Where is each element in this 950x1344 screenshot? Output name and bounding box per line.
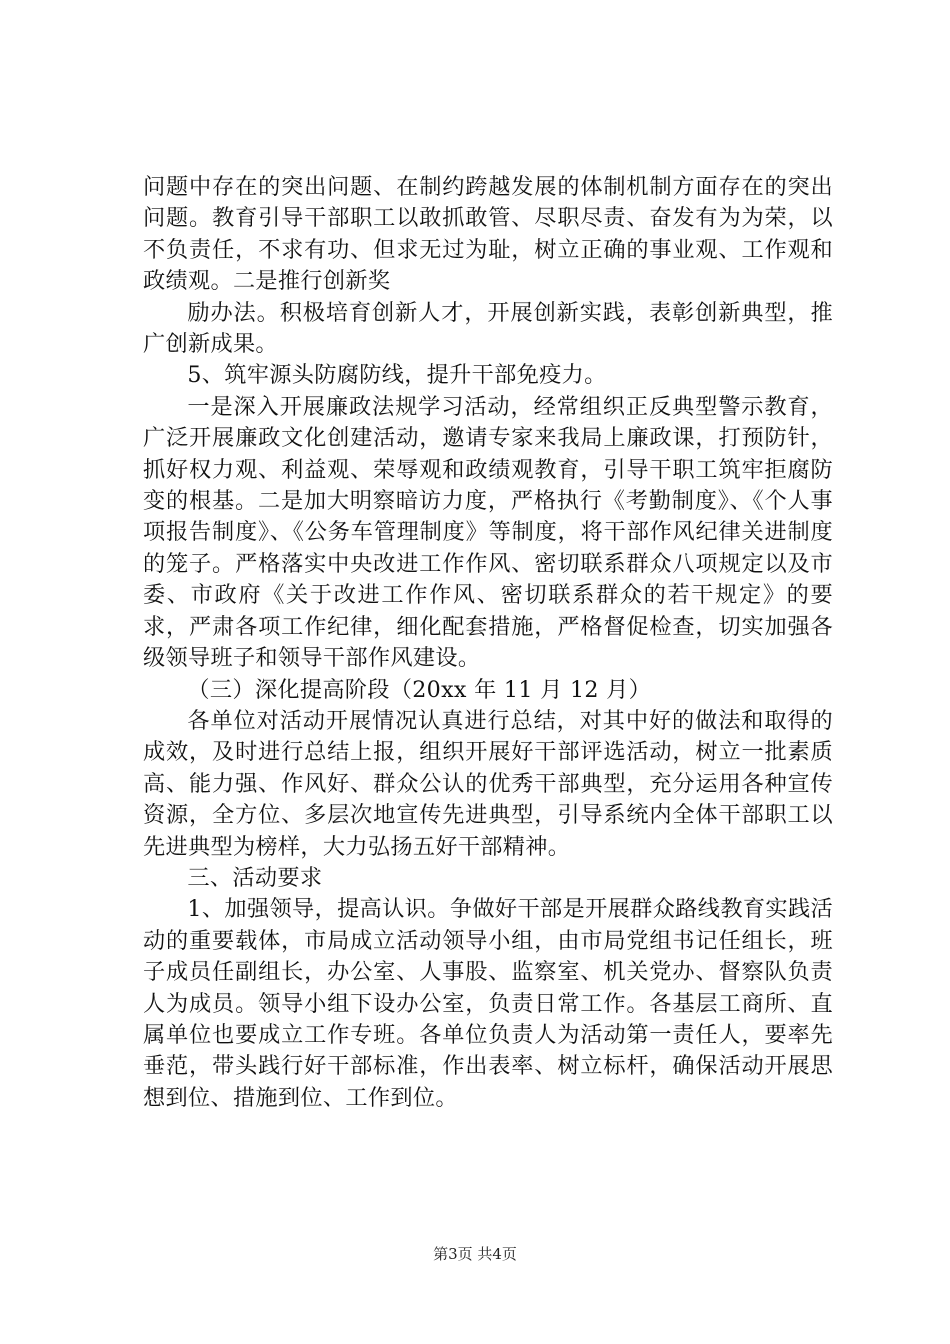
section-heading-deepening-stage: （三）深化提高阶段（20xx 年 11 月 12 月） xyxy=(187,676,652,703)
paragraph-anti-corruption: 一是深入开展廉政法规学习活动，经常组织正反典型警示教育，广泛开展廉政文化创建活动，邀请专家来我局上廉政课，打预防针，抓好权力观、利益观、荣辱观和政绩观教育，引导干职工筑牢拒腐防变的根基。二是加大明察暗访力度，严格执行《考勤制度》、《个人事项报告制度》、《公务车管理制度》等制度，将干部作风纪律关进制度的笼子。严格落实中央改进工作作风、密切联系群众八项规定以及市委、市政府《关于改进工作作风、密切联系群众的若干规定》的要求，严肃各项工作纪律，细化配套措施，严格督促检查，切实加强各级领导班子和领导干部作风建设。 xyxy=(143,393,833,672)
paragraph-deepening-stage: 各单位对活动开展情况认真进行总结，对其中好的做法和取得的成效，及时进行总结上报，组织开展好干部评选活动，树立一批素质高、能力强、作风好、群众公认的优秀干部典型，充分运用各种宣传资源，全方位、多层次地宣传先进典型，引导系统内全体干部职工以先进典型为榜样，大力弘扬五好干部精神。 xyxy=(143,707,833,860)
paragraph-innovation-reward: 励办法。积极培育创新人才，开展创新实践，表彰创新典型，推广创新成果。 xyxy=(143,299,833,358)
paragraph-continued: 问题中存在的突出问题、在制约跨越发展的体制机制方面存在的突出问题。教育引导干部职工以敢抓敢管、尽职尽责、奋发有为为荣，以不负责任，不求有功、但求无过为耻，树立正确的事业观、工作观和政绩观。二是推行创新奖 xyxy=(143,174,833,295)
section-heading-requirements: 三、活动要求 xyxy=(187,864,323,891)
page-number-footer: 第3页 共4页 xyxy=(433,1245,517,1263)
document-body xyxy=(143,172,833,1114)
paragraph-leadership: 1、加强领导，提高认识。争做好干部是开展群众路线教育实践活动的重要载体，市局成立活动领导小组，由市局党组书记任组长，班子成员任副组长，办公室、人事股、监察室、机关党办、督察队负责人为成员。领导小组下设办公室，负责日常工作。各基层工商所、直属单位也要成立工作专班。各单位负责人为活动第一责任人，要率先垂范，带头践行好干部标准，作出表率、树立标杆，确保活动开展思想到位、措施到位、工作到位。 xyxy=(143,896,833,1111)
section-heading-anti-corruption: 5、筑牢源头防腐防线，提升干部免疫力。 xyxy=(187,362,607,389)
